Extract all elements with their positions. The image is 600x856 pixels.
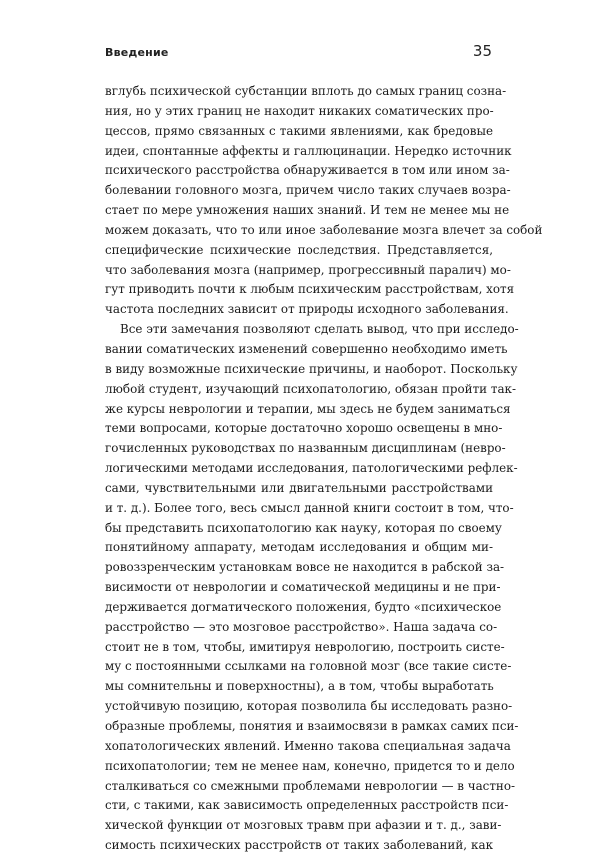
text-line: же курсы неврологии и терапии, мы здесь не будем заниматься (105, 401, 511, 416)
text-line: гочисленных руководствах по названным дисциплинам (невро- (105, 441, 506, 456)
text-line: что заболевания мозга (например, прогрессивный паралич) мо- (105, 262, 511, 277)
text-line: Все эти замечания позволяют сделать вывод, что при исследо- (120, 322, 519, 337)
text-line: сталкиваться со смежными проблемами неврологии — в частно- (105, 778, 516, 793)
page-number: 35 (472, 42, 492, 60)
text-line: симость психических расстройств от таких заболеваний, как (105, 838, 493, 853)
text-line: мы сомнительны и поверхностны), а в том, чтобы выработать (105, 679, 494, 694)
text-line: устойчивую позицию, которая позволила бы исследовать разно- (105, 699, 513, 714)
text-line: хической функции от мозговых травм при афазии и т. д., зави- (105, 818, 502, 833)
text-line: вглубь психической субстанции вплоть до самых границ созна- (105, 84, 507, 98)
text-line: висимости от неврологии и соматической медицины и не при- (105, 580, 501, 595)
text-line: частота последних зависит от природы исходного заболевания. (105, 302, 509, 317)
text-line: можем доказать, что то или иное заболевание мозга влечет за собой (105, 222, 543, 237)
text-line: логическими методами исследования, патологическими рефлек- (105, 461, 518, 476)
paragraph-1 (105, 82, 543, 320)
text-line: вании соматических изменений совершенно необходимо иметь (105, 341, 508, 356)
text-line: в виду возможные психические причины, и наоборот. Поскольку (105, 361, 518, 376)
text-line: хопатологических явлений. Именно такова специальная задача (105, 738, 511, 753)
text-line: ровоззренческим установкам вовсе не находится в рабской за- (105, 560, 505, 575)
text-line: болевании головного мозга, причем число таких случаев возра- (105, 183, 511, 198)
text-line: сти, с такими, как зависимость определенных расстройств пси- (105, 798, 509, 813)
body-text (105, 82, 543, 856)
running-head: Введение (105, 46, 169, 59)
text-line: бы представить психопатологию как науку, которая по своему (105, 520, 502, 535)
text-line: теми вопросами, которые достаточно хорошо освещены в мно- (105, 421, 503, 436)
text-line: идеи, спонтанные аффекты и галлюцинации. Нередко источник (105, 143, 512, 158)
text-line: образные проблемы, понятия и взаимосвязи в рамках самих пси- (105, 719, 519, 733)
text-line: ния, но у этих границ не находит никаких соматических про- (105, 103, 494, 118)
text-line: психического расстройства обнаруживается в том или ином за- (105, 163, 510, 178)
text-line: и т. д.). Более того, весь смысл данной книги состоит в том, что- (105, 500, 514, 515)
text-line: сами, чувствительными или двигательными расстройствами (105, 480, 493, 495)
text-line: любой студент, изучающий психопатологию, обязан пройти так- (105, 381, 516, 396)
text-line: му с постоянными ссылками на головной мозг (все такие систе- (105, 659, 512, 674)
text-line: держивается догматического положения, будто «психическое (105, 599, 502, 614)
text-line: стает по мере умножения наших знаний. И тем не менее мы не (105, 203, 510, 218)
text-line: цессов, прямо связанных с такими явлениями, как бредовые (105, 123, 493, 138)
text-line: понятийному аппарату, методам исследования и общим ми- (105, 540, 493, 555)
text-line: специфические психические последствия. Представляется, (105, 242, 493, 257)
text-line: гут приводить почти к любым психическим расстройствам, хотя (105, 282, 515, 297)
text-line: расстройство — это мозговое расстройство». Наша задача со- (105, 619, 498, 634)
text-line: стоит не в том, чтобы, имитируя неврологию, построить систе- (105, 639, 505, 654)
text-line: психопатологии; тем не менее нам, конечно, придется то и дело (105, 758, 515, 773)
paragraph-2 (105, 320, 519, 856)
